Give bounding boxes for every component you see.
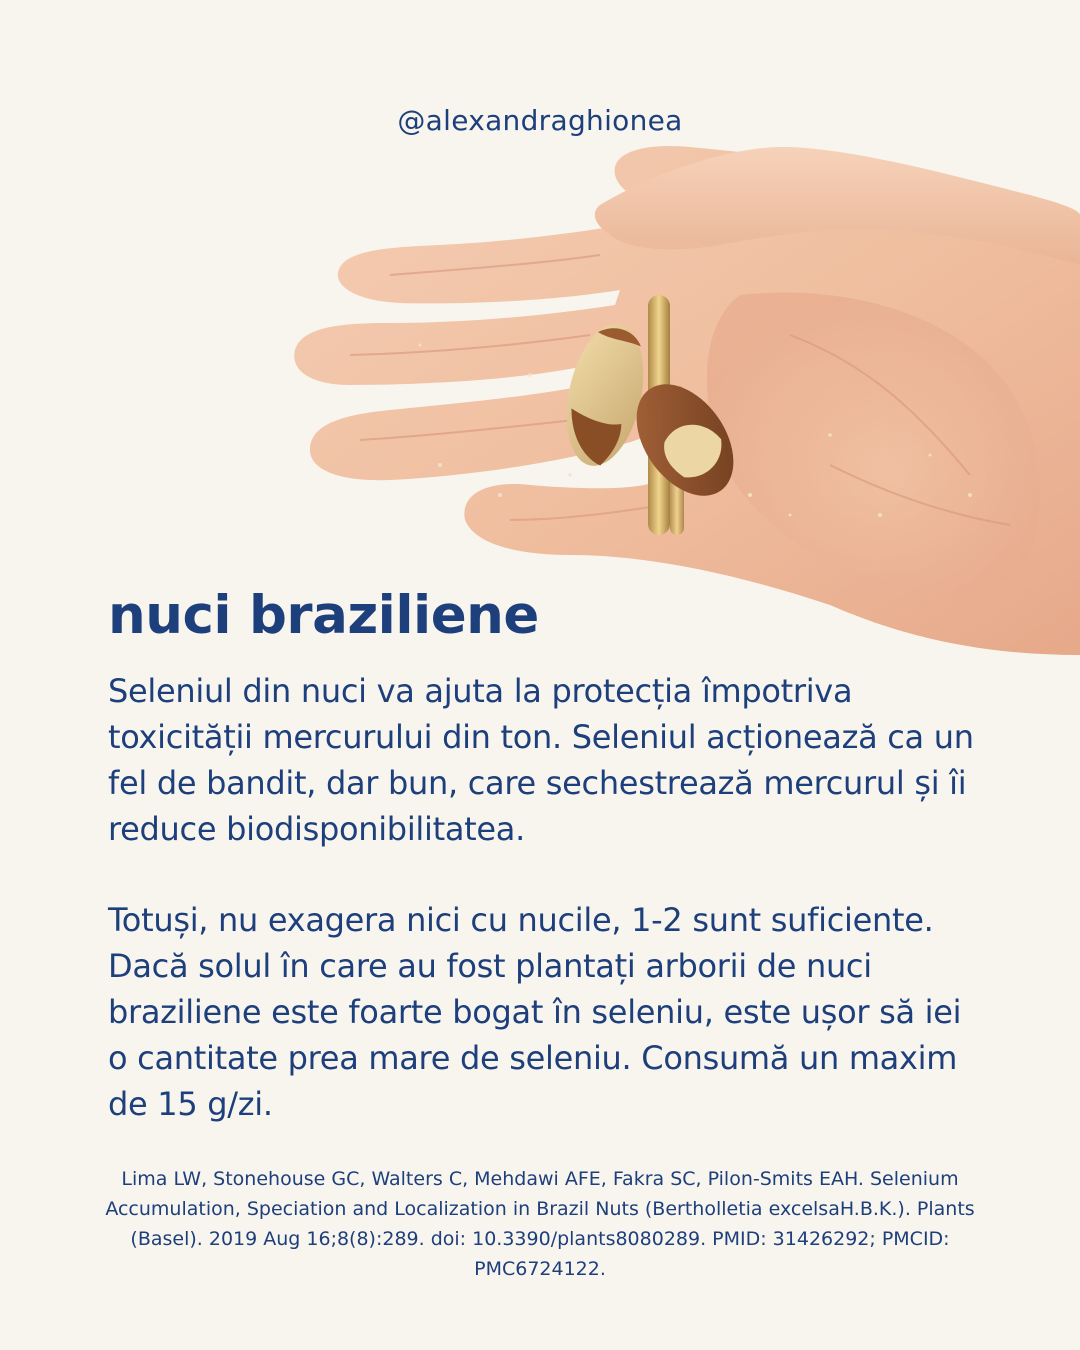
hand-holding-brazil-nuts-photo: [270, 135, 1080, 660]
paragraph-dosage-warning: Totuși, nu exagera nici cu nucile, 1-2 sunt suficiente. Dacă solul în care au fost plantați arborii de nuci braziliene este foarte bogat în seleniu, este ușor să iei o cantitate prea mare de seleniu. Consumă un maxim de 15 g/zi.: [108, 901, 962, 1123]
reference-citation: Lima LW, Stonehouse GC, Walters C, Mehdawi AFE, Fakra SC, Pilon-Smits EAH. Selenium Accumulation, Speciation and Localization in Brazil Nuts (Bertholletia excelsaH.B.K.). Plants (Basel). 2019 Aug 16;8(8):289. doi: 10.3390/plants8080289. PMID: 31426292; PMCID: PMC6724122.: [105, 1168, 975, 1280]
paragraph-selenium-protection: Seleniul din nuci va ajuta la protecția împotriva toxicității mercurului din ton. Seleniul acționează ca un fel de bandit, dar bun, care sechestrează mercurul și îi reduce biodisponibilitatea.: [108, 672, 974, 848]
page-title: nuci braziliene: [108, 585, 539, 646]
author-handle: @alexandraghionea: [397, 104, 683, 137]
